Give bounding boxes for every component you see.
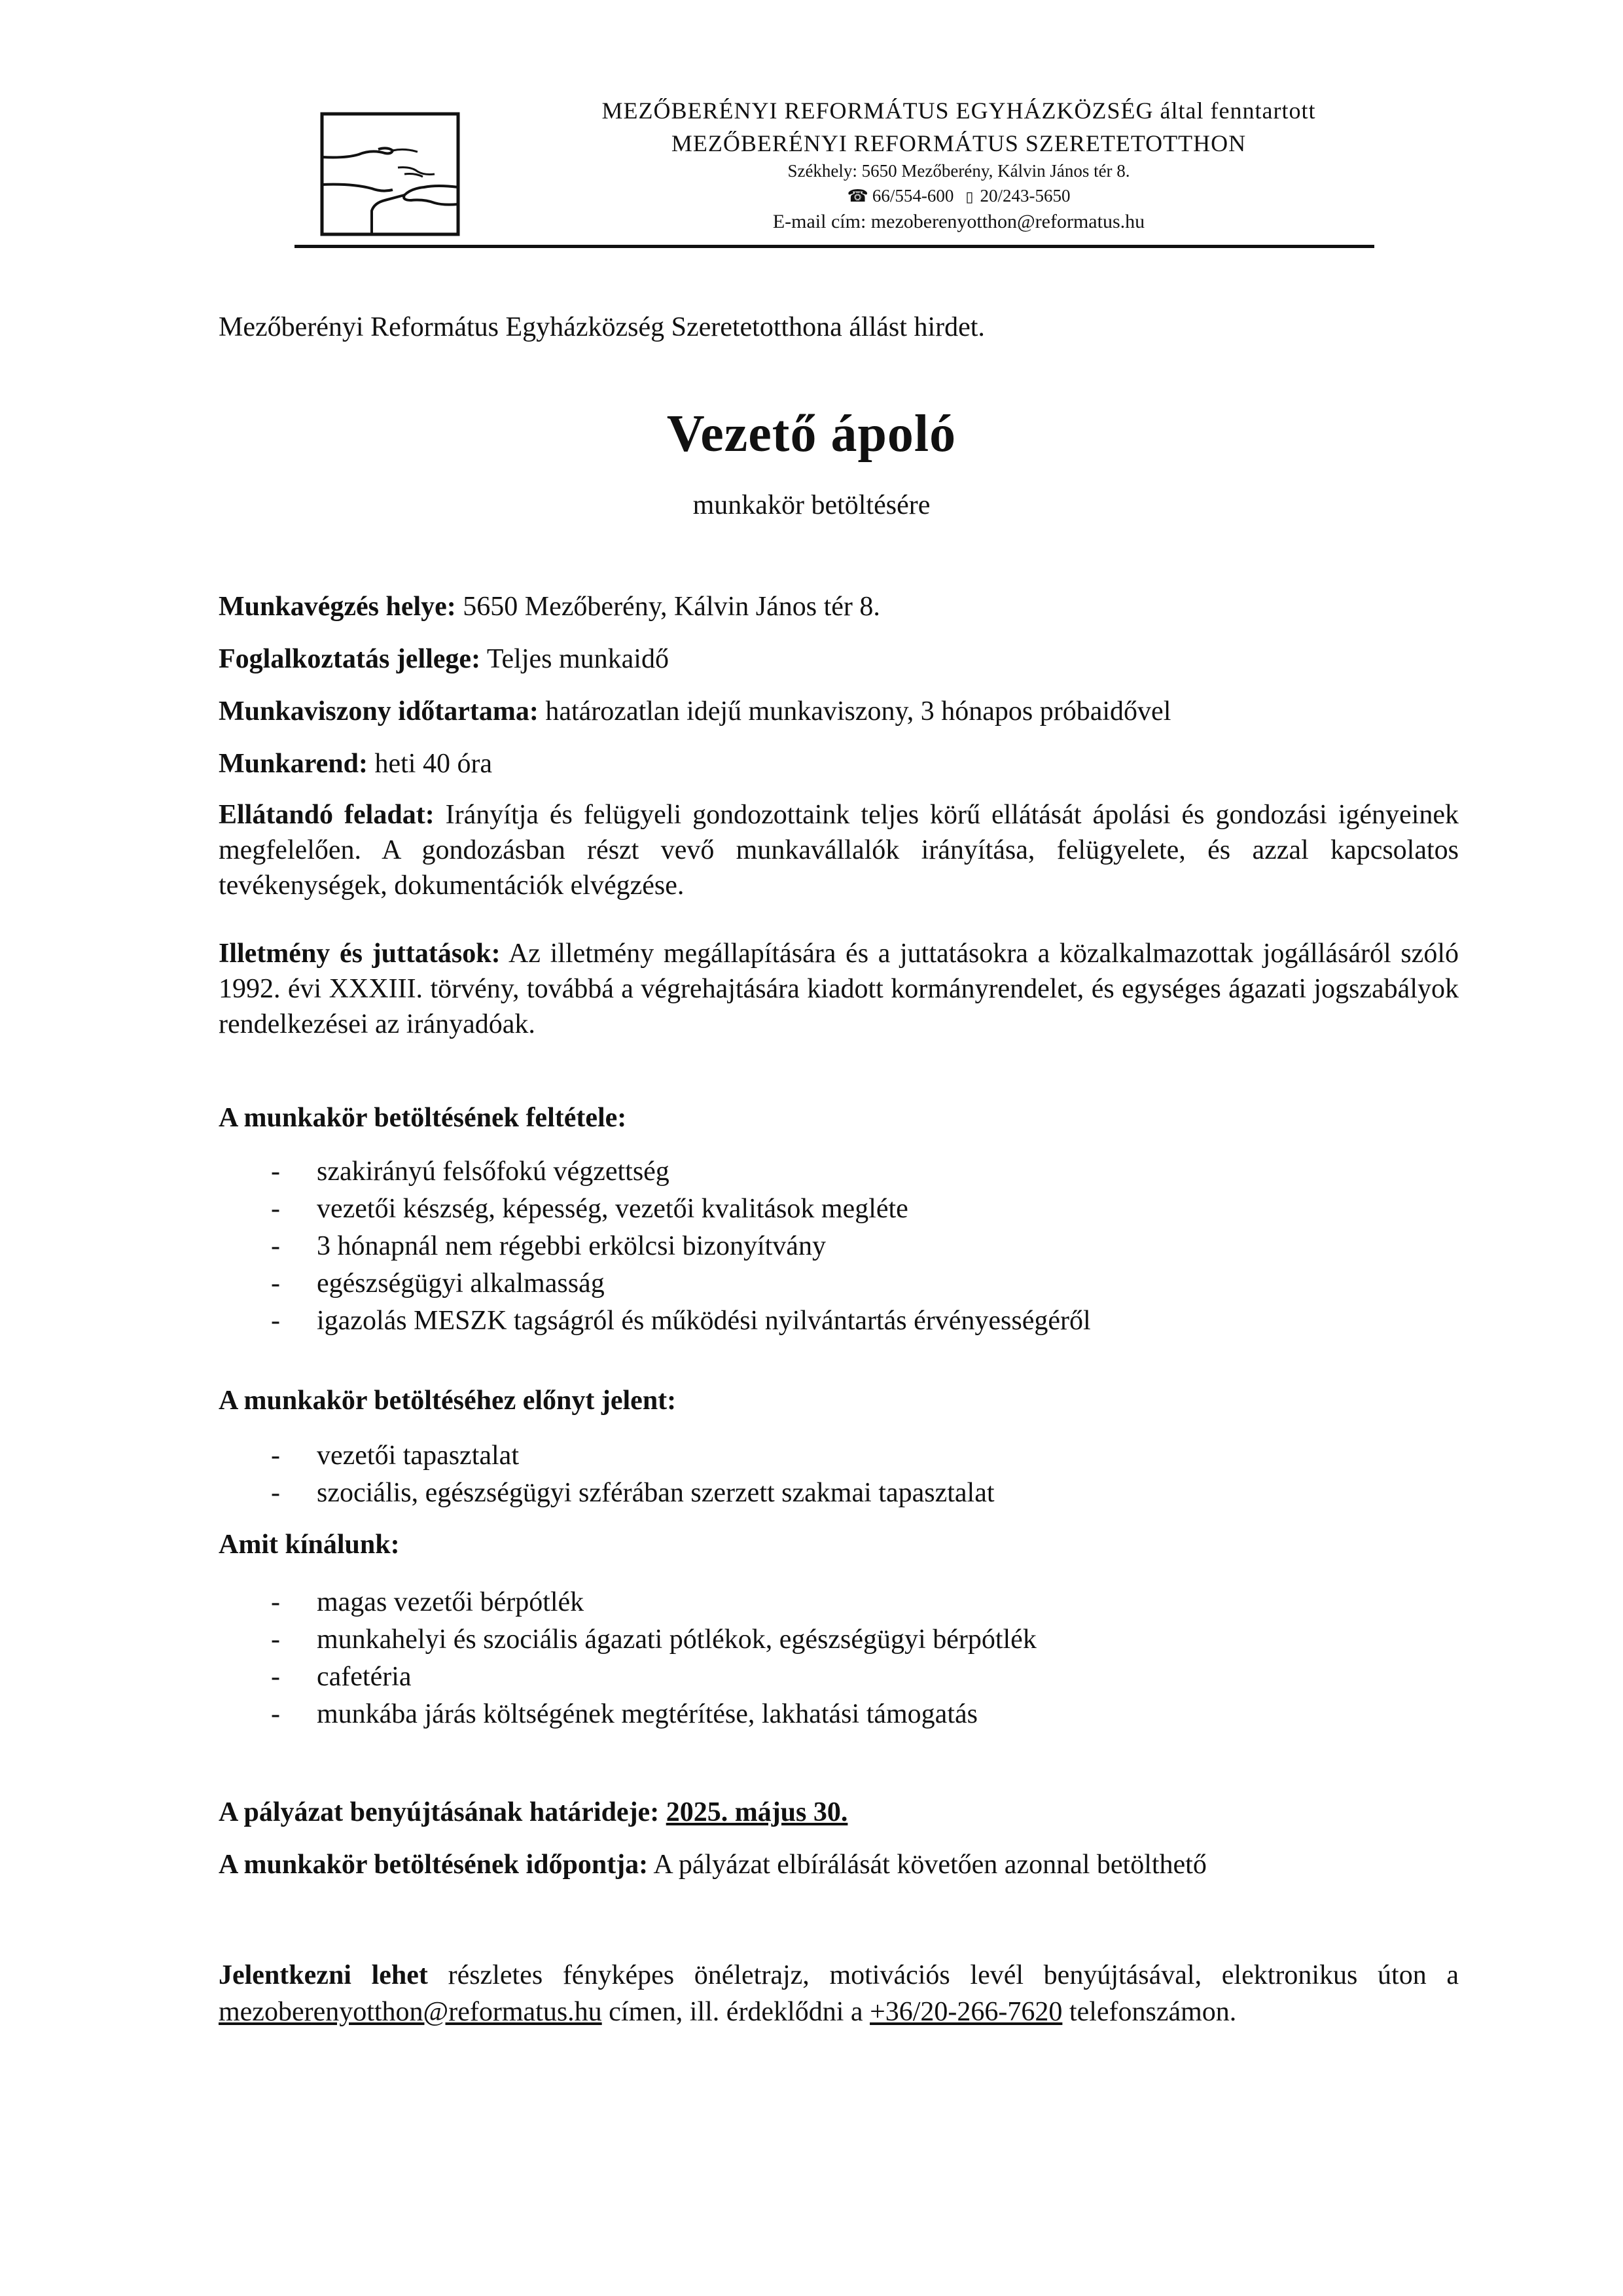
phone-icon: ☎ [847, 187, 868, 206]
field-schedule: Munkarend: heti 40 óra [219, 749, 493, 779]
field-employment-type: Foglalkoztatás jellege: Teljes munkaidő [219, 644, 669, 674]
field-value: határozatlan idejű munkaviszony, 3 hónapos próbaidővel [545, 696, 1171, 726]
start-label: A munkakör betöltésének időpontja [219, 1850, 639, 1880]
field-label: Illetmény és juttatások [219, 939, 491, 969]
list-item: - cafetéria [219, 1659, 1037, 1696]
apply-email-link[interactable]: mezoberenyotthon@reformatus.hu [219, 1997, 602, 2027]
advantages-list [219, 1437, 995, 1512]
field-value: Irányítja és felügyeli gondozottaink teljes körű ellátását ápolási és gondozási igényeinek megfelelően. A gondozásban részt vevő munkavállalók irányítása, felügyelete, és azzal kapcsolatos tevékenységek, dokumentációk elvégzése. [219, 800, 1459, 901]
apply-phone-link[interactable]: +36/20-266-7620 [870, 1997, 1063, 2027]
list-item: - 3 hónapnál nem régebbi erkölcsi bizonyítvány [219, 1228, 1091, 1265]
list-item: - szociális, egészségügyi szférában szerzett szakmai tapasztalat [219, 1475, 995, 1512]
field-label: Foglalkoztatás jellege [219, 644, 472, 674]
field-duration: Munkaviszony időtartama: határozatlan idejű munkaviszony, 3 hónapos próbaidővel [219, 696, 1171, 726]
apply-text-3: telefonszámon. [1069, 1997, 1237, 2027]
start-value: A pályázat elbírálását követően azonnal betölthető [653, 1850, 1207, 1880]
field-tasks: Ellátandó feladat: Irányítja és felügyeli gondozottaink teljes körű ellátását ápolási és gondozási igényeinek megfelelően. A gondozásban részt vevő munkavállalók irányítása, felügyelete, és azzal kapcsolatos tevékenységek, dokumentációk elvégzése. [219, 800, 1459, 901]
list-item: - munkahelyi és szociális ágazati pótlékok, egészségügyi bérpótlék [219, 1621, 1037, 1659]
field-salary: Illetmény és juttatások: Az illetmény megállapítására és a juttatásokra a közalkalmazottak jogállásáról szóló 1992. évi XXXIII. törvény, továbbá a végrehajtására kiadott kormányrendelet, és egységes ágazati jogszabályok rendelkezései az irányadóak. [219, 939, 1459, 1039]
org-name-line2: MEZŐBERÉNYI REFORMÁTUS SZERETETOTTHON [671, 130, 1247, 156]
field-workplace: Munkavégzés helye: 5650 Mezőberény, Kálvin János tér 8. [219, 592, 880, 622]
list-item: - munkába járás költségének megtérítése, lakhatási támogatás [219, 1696, 1037, 1733]
list-item: - igazolás MESZK tagságról és működési nyilvántartás érvényességéről [219, 1302, 1091, 1340]
page-subtitle: munkakör betöltésére [692, 490, 931, 520]
org-mobile: 20/243-5650 [980, 186, 1071, 206]
page-title: Vezető ápoló [666, 405, 957, 463]
hands-logo [319, 111, 461, 237]
field-label: Munkavégzés helye [219, 592, 447, 622]
org-address: Székhely: 5650 Mezőberény, Kálvin János tér 8. [787, 161, 1130, 181]
field-value: Az illetmény megállapítására és a juttatásokra a közalkalmazottak jogállásáról szóló 1992. évi XXXIII. törvény, továbbá a végrehajtására kiadott kormányrendelet, és egységes ágazati jogszabályok rendelkezései az irányadóak. [219, 939, 1459, 1039]
requirements-heading: A munkakör betöltésének feltétele: [219, 1103, 627, 1133]
org-name-line1: MEZŐBERÉNYI REFORMÁTUS EGYHÁZKÖZSÉG által fenntartott [601, 98, 1316, 124]
field-label: Ellátandó feladat [219, 800, 425, 830]
intro-text: Mezőberényi Református Egyházközség Szeretetotthona állást hirdet. [219, 312, 985, 342]
field-label: Munkaviszony időtartama [219, 696, 529, 726]
org-email: E-mail cím: mezoberenyotthon@reformatus.hu [772, 211, 1145, 232]
list-item: - egészségügyi alkalmasság [219, 1265, 1091, 1302]
list-item: - szakirányú felsőfokú végzettség [219, 1153, 1091, 1191]
list-item: - magas vezetői bérpótlék [219, 1584, 1037, 1621]
offers-list [219, 1584, 1037, 1733]
deadline-value: 2025. május 30. [666, 1797, 848, 1827]
field-value: heti 40 óra [374, 749, 493, 779]
advantages-heading: A munkakör betöltéséhez előnyt jelent: [219, 1386, 677, 1416]
field-value: Teljes munkaidő [486, 644, 669, 674]
list-item: - vezetői tapasztalat [219, 1437, 995, 1475]
field-value: 5650 Mezőberény, Kálvin János tér 8. [463, 592, 880, 622]
apply-text-2: címen, ill. érdeklődni a [609, 1997, 863, 2027]
deadline-label: A pályázat benyújtásának határideje [219, 1797, 651, 1827]
org-phone: 66/554-600 [872, 186, 954, 206]
offers-heading: Amit kínálunk: [219, 1530, 400, 1560]
apply-text-1: részletes fényképes önéletrajz, motivációs levél benyújtásával, elektronikus úton a [448, 1960, 1459, 1990]
application-paragraph [219, 1957, 1459, 2030]
header-divider [294, 245, 1374, 248]
org-phones [484, 186, 1433, 206]
list-item: - vezetői készség, képesség, vezetői kvalitások megléte [219, 1191, 1091, 1228]
requirements-list [219, 1153, 1091, 1340]
field-label: Munkarend [219, 749, 359, 779]
apply-lead: Jelentkezni lehet [219, 1960, 428, 1990]
deadline-line: A pályázat benyújtásának határideje: 2025. május 30. [219, 1797, 848, 1827]
start-line: A munkakör betöltésének időpontja: A pályázat elbírálását követően azonnal betölthető [219, 1850, 1207, 1880]
mobile-phone-icon: ▯ [965, 188, 974, 205]
